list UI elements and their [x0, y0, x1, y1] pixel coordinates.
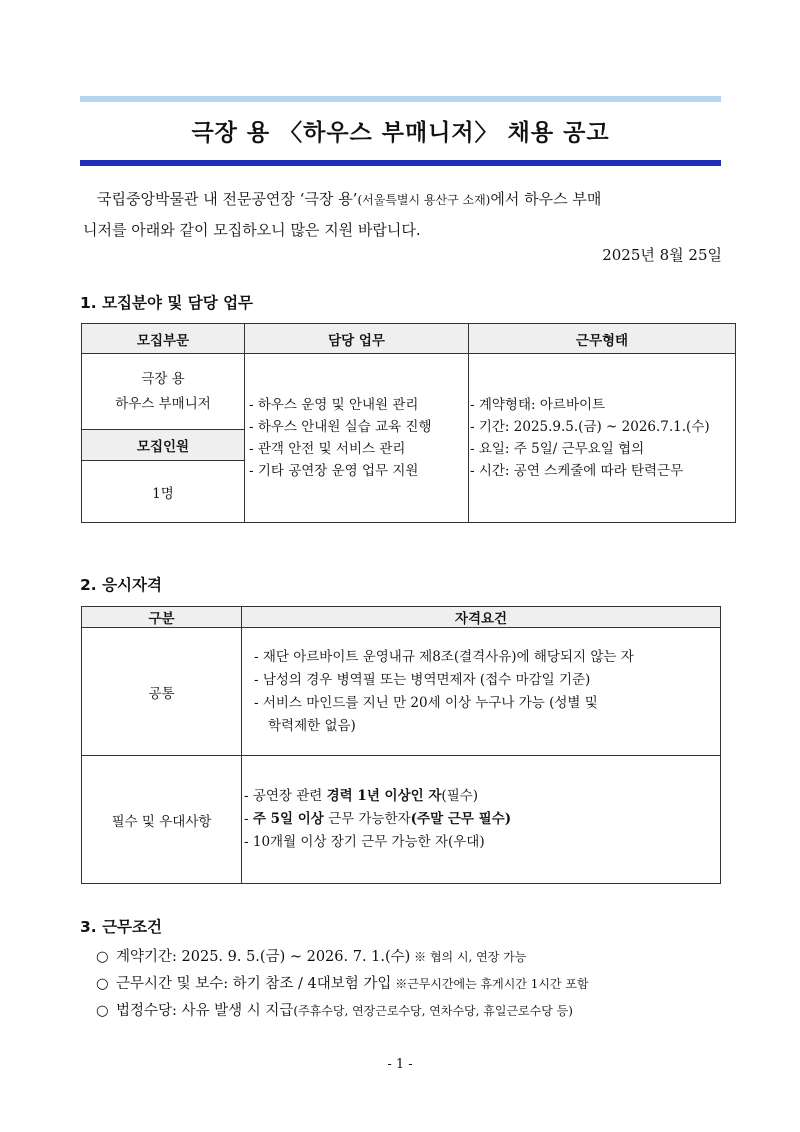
duty-item: - 하우스 안내원 실습 교육 진행 [249, 419, 432, 435]
intro-paragraph [83, 184, 723, 245]
section3-heading: 3. 근무조건 [80, 918, 162, 936]
title-bottom-rule [80, 160, 721, 166]
preferred-label: 필수 및 우대사항 [82, 756, 242, 884]
intro-text-3: 니저를 아래와 같이 모집하오니 많은 지원 바랍니다. [83, 221, 421, 239]
category-cell [82, 354, 245, 430]
header-type: 구분 [82, 607, 242, 628]
requirement-item: - 10개월 이상 장기 근무 가능한 자(우대) [244, 834, 485, 850]
qualification-table [81, 606, 721, 884]
req-text: - [244, 811, 253, 827]
header-category: 모집부문 [82, 324, 245, 354]
page-number: - 1 - [387, 1057, 413, 1072]
page-title: 극장 용 〈하우스 부매니저〉 채용 공고 [191, 120, 610, 146]
condition-item [96, 945, 526, 966]
employment-item: - 기간: 2025.9.5.(금) ~ 2026.7.1.(수) [470, 419, 710, 435]
req-emphasis: 주 5일 이상 [252, 811, 324, 827]
intro-location: (서울특별시 용산구 소재) [357, 193, 491, 207]
requirement-item: 학력제한 없음) [268, 717, 356, 734]
duty-item: - 하우스 운영 및 안내원 관리 [249, 397, 419, 413]
duty-item: - 기타 공연장 운영 업무 지원 [249, 463, 419, 479]
section2-heading: 2. 응시자격 [80, 576, 162, 594]
recruitment-table [81, 323, 736, 523]
req-text: (필수) [441, 788, 479, 804]
duties-list [245, 394, 468, 482]
duty-item: - 관객 안전 및 서비스 관리 [249, 441, 406, 457]
req-text: - 공연장 관련 [244, 788, 327, 804]
category-position: 하우스 부매니저 [115, 395, 211, 412]
requirement-item: - 서비스 마인드를 지닌 만 20세 이상 누구나 가능 (성별 및 [254, 694, 598, 711]
condition-text: 근무시간 및 보수: 하기 참조 / 4대보험 가입 [116, 976, 392, 992]
req-text: 근무 가능한자 [323, 811, 411, 827]
header-duties: 담당 업무 [245, 324, 469, 354]
category-name: 극장 용 [141, 370, 185, 387]
requirement-item: - 남성의 경우 병역필 또는 병역면제자 (접수 마감일 기준) [254, 671, 591, 688]
condition-note: ※ 협의 시, 연장 가능 [410, 950, 527, 964]
common-requirements-cell [242, 628, 721, 756]
count-value: 1명 [82, 461, 245, 523]
employment-list [469, 394, 735, 482]
condition-text: 법정수당: 사유 발생 시 지급 [116, 1003, 294, 1019]
condition-text: 계약기간: 2025. 9. 5.(금) ~ 2026. 7. 1.(수) [116, 949, 411, 965]
section1-heading: 1. 모집분야 및 담당 업무 [80, 294, 254, 312]
condition-note: ※근무시간에는 휴게시간 1시간 포함 [391, 977, 589, 991]
bullet-circle-icon: ○ [96, 976, 109, 992]
header-employment: 근무형태 [469, 324, 736, 354]
employment-item: - 요일: 주 5일/ 근무요일 협의 [470, 441, 645, 457]
condition-item [96, 999, 573, 1020]
preferred-requirements-cell [242, 756, 721, 884]
intro-text-1: 국립중앙박물관 내 전문공연장 ‘극장 용’ [97, 190, 358, 208]
title-top-rule [80, 96, 721, 102]
header-requirements: 자격요건 [242, 607, 721, 628]
duties-cell [245, 354, 469, 523]
notice-date: 2025년 8월 25일 [602, 246, 722, 264]
employment-cell [469, 354, 736, 523]
condition-note: (주휴수당, 연장근로수당, 연차수당, 휴일근로수당 등) [293, 1004, 573, 1018]
intro-text-2: 에서 하우스 부매 [490, 190, 602, 208]
common-label: 공통 [82, 628, 242, 756]
bullet-circle-icon: ○ [96, 1003, 109, 1019]
condition-item [96, 972, 589, 993]
bullet-circle-icon: ○ [96, 949, 109, 965]
preferred-requirements-list [242, 785, 720, 854]
count-header: 모집인원 [82, 430, 245, 461]
req-emphasis: (주말 근무 필수) [410, 811, 512, 827]
requirement-item [244, 808, 720, 831]
requirement-item [244, 785, 720, 808]
employment-item: - 시간: 공연 스케줄에 따라 탄력근무 [470, 463, 684, 479]
requirement-item: - 재단 아르바이트 운영내규 제8조(결격사유)에 해당되지 않는 자 [254, 648, 634, 665]
req-emphasis: 경력 1년 이상인 자 [326, 788, 442, 804]
common-requirements-list [242, 646, 720, 738]
employment-item: - 계약형태: 아르바이트 [470, 397, 606, 413]
